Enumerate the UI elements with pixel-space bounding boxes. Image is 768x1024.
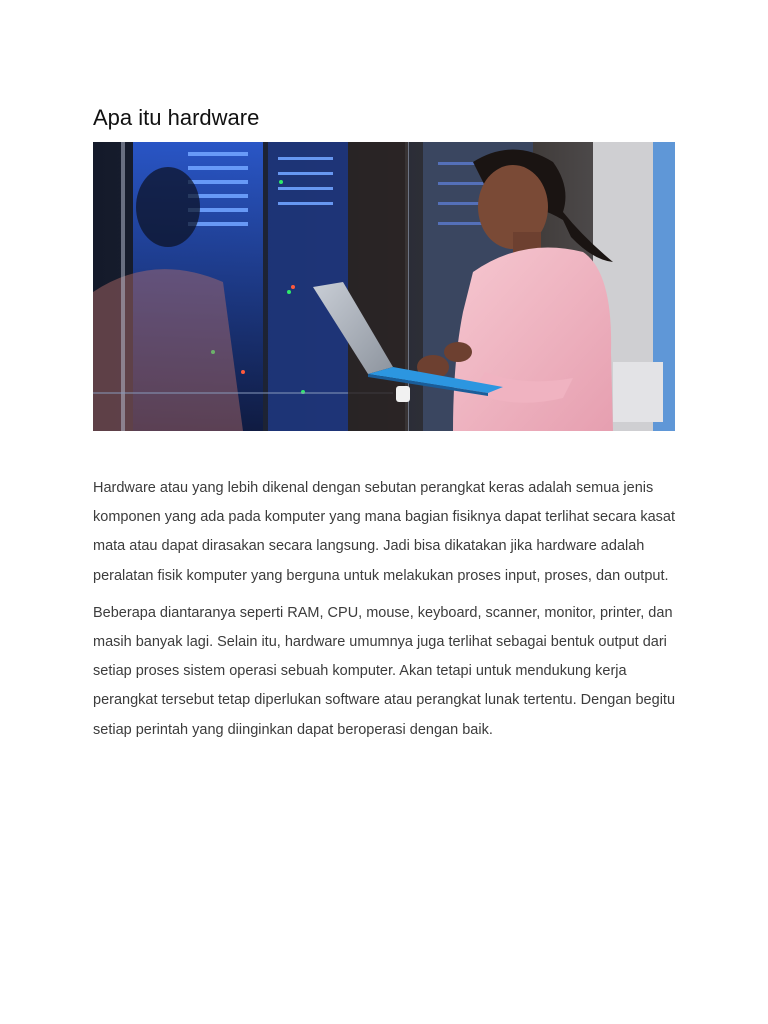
paragraph-1: Hardware atau yang lebih dikenal dengan sebutan perangkat keras adalah semua jenis komponen yang ada pada komputer yang mana bagian fisiknya dapat terlihat secara kasat mata atau dapat dirasakan secara langsung. Jadi bisa dikatakan jika hardware adalah peralatan fisik komputer yang berguna untuk melakukan proses input, proses, dan output. xyxy=(93,480,675,584)
server-room-photo xyxy=(93,142,675,431)
photo-woman-laptop-server-room-icon xyxy=(93,142,675,431)
article-body xyxy=(93,474,678,753)
page-title: Apa itu hardware xyxy=(93,105,260,130)
paragraph-2: Beberapa diantaranya seperti RAM, CPU, mouse, keyboard, scanner, monitor, printer, dan masih banyak lagi. Selain itu, hardware umumnya juga terlihat sebagai bentuk output dari setiap proses sistem operasi sebuah komputer. Akan tetapi untuk mendukung kerja perangkat tersebut tetap diperlukan software atau perangkat lunak tertentu. Dengan begitu setiap perintah yang diinginkan dapat beroperasi dengan baik. xyxy=(93,604,676,738)
